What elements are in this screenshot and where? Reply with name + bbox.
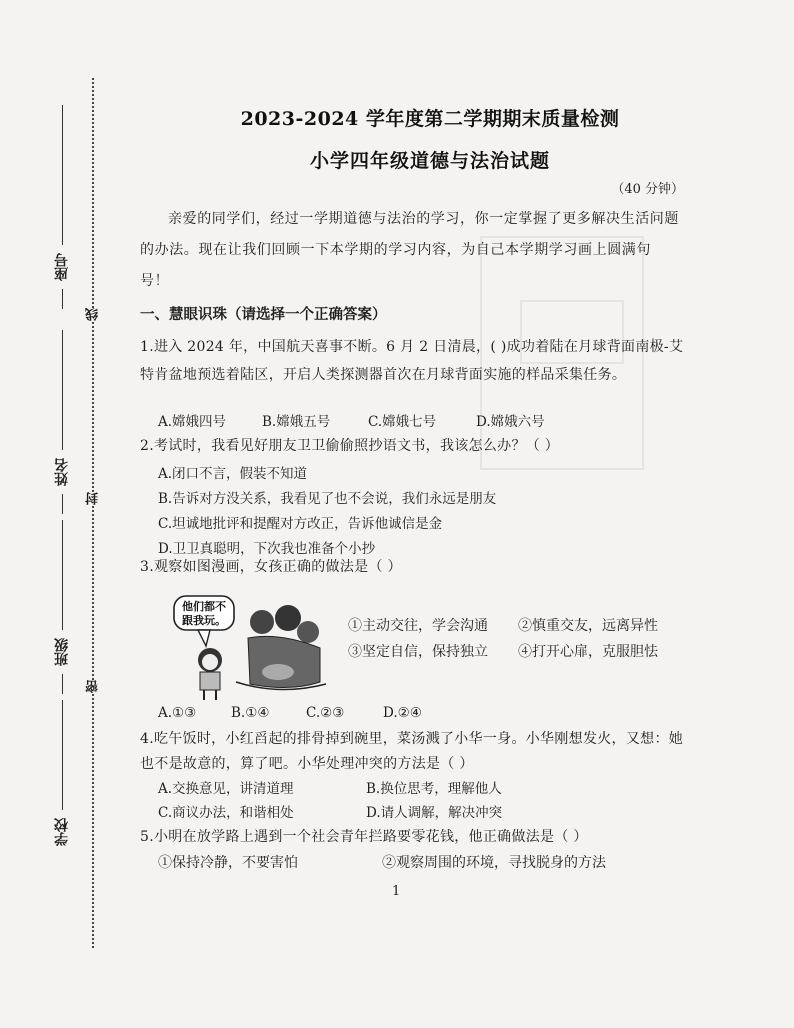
q1-option-d: D.嫦娥六号 — [476, 414, 545, 430]
exam-title: 2023-2024 学年度第二学期期末质量检测 — [240, 108, 620, 130]
comic-caption-line-2: 跟我玩。 — [182, 614, 226, 627]
q3-option-a: A.①③ — [158, 705, 197, 721]
q3-option-d: D.②④ — [383, 705, 422, 721]
margin-underline — [62, 520, 63, 630]
margin-underline — [62, 330, 63, 450]
comic-caption-line-1: 他们都不 — [182, 600, 226, 613]
q4-option-d: D.请人调解，解决冲突 — [366, 805, 503, 821]
q3-statement-1: ①主动交往，学会沟通 — [348, 618, 488, 634]
margin-field-seat — [52, 105, 72, 309]
question-5: 5.小明在放学路上遇到一个社会青年拦路要零花钱，他正确做法是（ ） — [140, 829, 588, 845]
q5-item-2: ②观察周围的环境，寻找脱身的方法 — [382, 855, 606, 871]
q3-statement-4: ④打开心扉，克服胆怯 — [518, 644, 658, 660]
q2-option-d: D.卫卫真聪明，下次我也准备个小抄 — [158, 541, 376, 557]
margin-field-class — [52, 520, 72, 694]
margin-field-school — [52, 700, 72, 854]
q1-option-b: B.嫦娥五号 — [262, 414, 331, 430]
binding-dotted-line — [92, 78, 94, 948]
comic-illustration — [170, 592, 330, 702]
q1-option-a: A.嫦娥四号 — [158, 414, 227, 430]
exam-duration: （40 分钟） — [611, 182, 684, 197]
margin-label-class: 班级 — [54, 638, 70, 666]
margin-label-name: 姓名 — [54, 458, 70, 486]
q2-option-c: C.坦诚地批评和提醒对方改正，告诉他诚信是金 — [158, 516, 443, 532]
margin-underline — [62, 494, 63, 514]
q4-option-a: A.交换意见，讲清道理 — [158, 781, 294, 797]
question-4: 4.吃午饭时，小红舀起的排骨掉到碗里，菜汤溅了小华一身。小华刚想发火，又想：她也不是故意的，算了吧。小华处理冲突的方法是（ ） — [140, 731, 684, 772]
q4-option-c: C.商议办法，和谐相处 — [158, 805, 294, 821]
seal-char-secret: 密 — [86, 680, 101, 693]
margin-underline — [62, 289, 63, 309]
q3-option-c: C.②③ — [306, 705, 345, 721]
q1-option-c: C.嫦娥七号 — [368, 414, 437, 430]
page-number: 1 — [392, 884, 401, 899]
margin-underline — [62, 105, 63, 245]
margin-field-name — [52, 330, 72, 514]
question-1: 1.进入 2024 年，中国航天喜事不断。6 月 2 日清晨，( )成功着陆在月球背面南极-艾特肯盆地预选着陆区，开启人类探测器首次在月球背面实施的样品采集任务。 — [140, 339, 684, 383]
question-3: 3.观察如图漫画，女孩正确的做法是（ ） — [140, 559, 402, 575]
q5-item-1: ①保持冷静，不要害怕 — [158, 855, 298, 871]
intro-paragraph: 亲爱的同学们，经过一学期道德与法治的学习，你一定掌握了更多解决生活问题的办法。现在让我们回顾一下本学期的学习内容，为自己本学期学习画上圆满句号！ — [140, 211, 679, 289]
q3-statement-2: ②慎重交友，远离异性 — [518, 618, 658, 634]
q3-statement-3: ③坚定自信，保持独立 — [348, 644, 488, 660]
q2-option-b: B.告诉对方没关系，我看见了也不会说，我们永远是朋友 — [158, 491, 497, 507]
seal-char-line: 线 — [86, 308, 101, 321]
exam-subtitle: 小学四年级道德与法治试题 — [309, 150, 550, 172]
section-heading: 一、慧眼识珠（请选择一个正确答案） — [140, 307, 387, 323]
q4-option-b: B.换位思考，理解他人 — [366, 781, 502, 797]
q3-option-b: B.①④ — [231, 705, 270, 721]
margin-underline — [62, 674, 63, 694]
q2-option-a: A.闭口不言，假装不知道 — [158, 466, 308, 482]
margin-underline — [62, 700, 63, 810]
margin-label-seat: 座号 — [54, 253, 70, 281]
seal-char-seal: 封 — [86, 492, 101, 505]
margin-label-school: 学校 — [54, 818, 70, 846]
question-2: 2.考试时，我看见好朋友卫卫偷偷照抄语文书，我该怎么办？（ ） — [140, 438, 560, 454]
